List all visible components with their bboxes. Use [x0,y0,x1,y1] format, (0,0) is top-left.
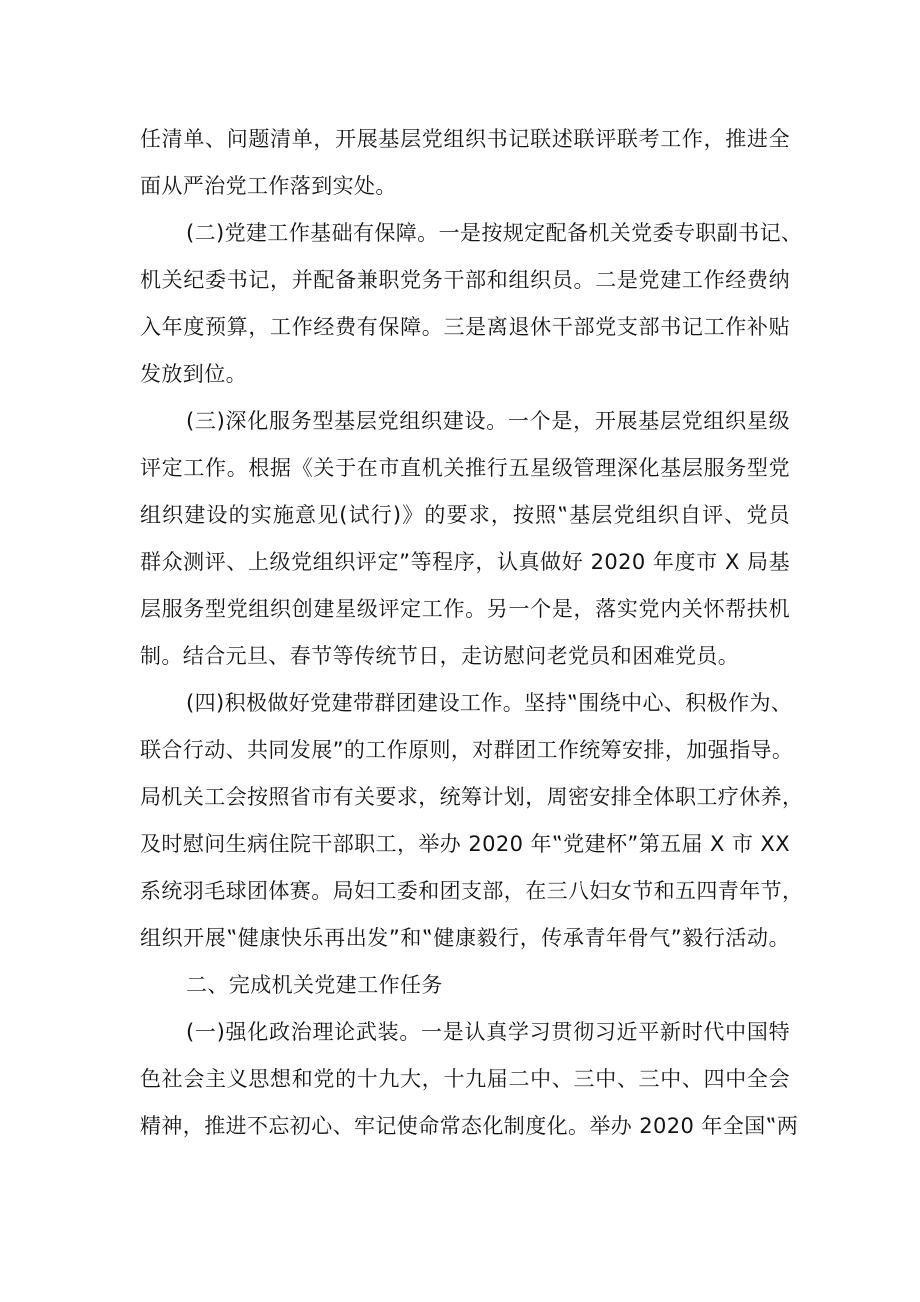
text-line: 制。结合元旦、春节等传统节日，走访慰问老党员和困难党员。 [140,644,740,668]
text-line: 精神，推进不忘初心、牢记使命常态化制度化。举办 2020 年全国‟两 [140,1114,799,1138]
text-line: 联合行动、共同发展”的工作原则，对群团工作统筹安排，加强指导。 [140,738,794,762]
paragraph-heading-line: (一)强化政治理论武装。一是认真学习贯彻习近平新时代中国特 [186,1020,790,1044]
paragraph-heading-line: (四)积极做好党建带群团建设工作。坚持‟围绕中心、积极作为、 [186,691,793,715]
section-heading: 二、完成机关党建工作任务 [186,973,443,997]
text-line: 及时慰问生病住院干部职工，举办 2020 年‟党建杯”第五届 X 市 XX [140,832,790,856]
text-line: 局机关工会按照省市有关要求，统筹计划，周密安排全体职工疗休养， [140,785,804,809]
text-line: 面从严治党工作落到实处。 [140,174,397,198]
paragraph-heading-line: (三)深化服务型基层党组织建设。一个是，开展基层党组织星级 [186,409,790,433]
text-line: 评定工作。根据《关于在市直机关推行五星级管理深化基层服务型党 [140,456,790,480]
text-line: 任清单、问题清单，开展基层党组织书记联述联评联考工作，推进全 [140,127,790,151]
text-line: 发放到位。 [140,362,247,386]
text-line: 入年度预算，工作经费有保障。三是离退休干部党支部书记工作补贴 [140,315,790,339]
paragraph-heading-line: (二)党建工作基础有保障。一是按规定配备机关党委专职副书记、 [186,221,803,245]
text-line: 层服务型党组织创建星级评定工作。另一个是，落实党内关怀帮扶机 [140,597,790,621]
text-line: 群众测评、上级党组织评定”等程序，认真做好 2020 年度市 X 局基 [140,550,790,574]
text-line: 色社会主义思想和党的十九大，十九届二中、三中、三中、四中全会 [140,1067,790,1091]
text-line: 机关纪委书记，并配备兼职党务干部和组织员。二是党建工作经费纳 [140,268,790,292]
text-line: 系统羽毛球团体赛。局妇工委和团支部，在三八妇女节和五四青年节， [140,879,804,903]
text-line: 组织开展‟健康快乐再出发”和‟健康毅行，传承青年骨气”毅行活动。 [140,926,790,950]
text-line: 组织建设的实施意见(试行)》的要求，按照‟基层党组织自评、党员 [140,503,790,527]
